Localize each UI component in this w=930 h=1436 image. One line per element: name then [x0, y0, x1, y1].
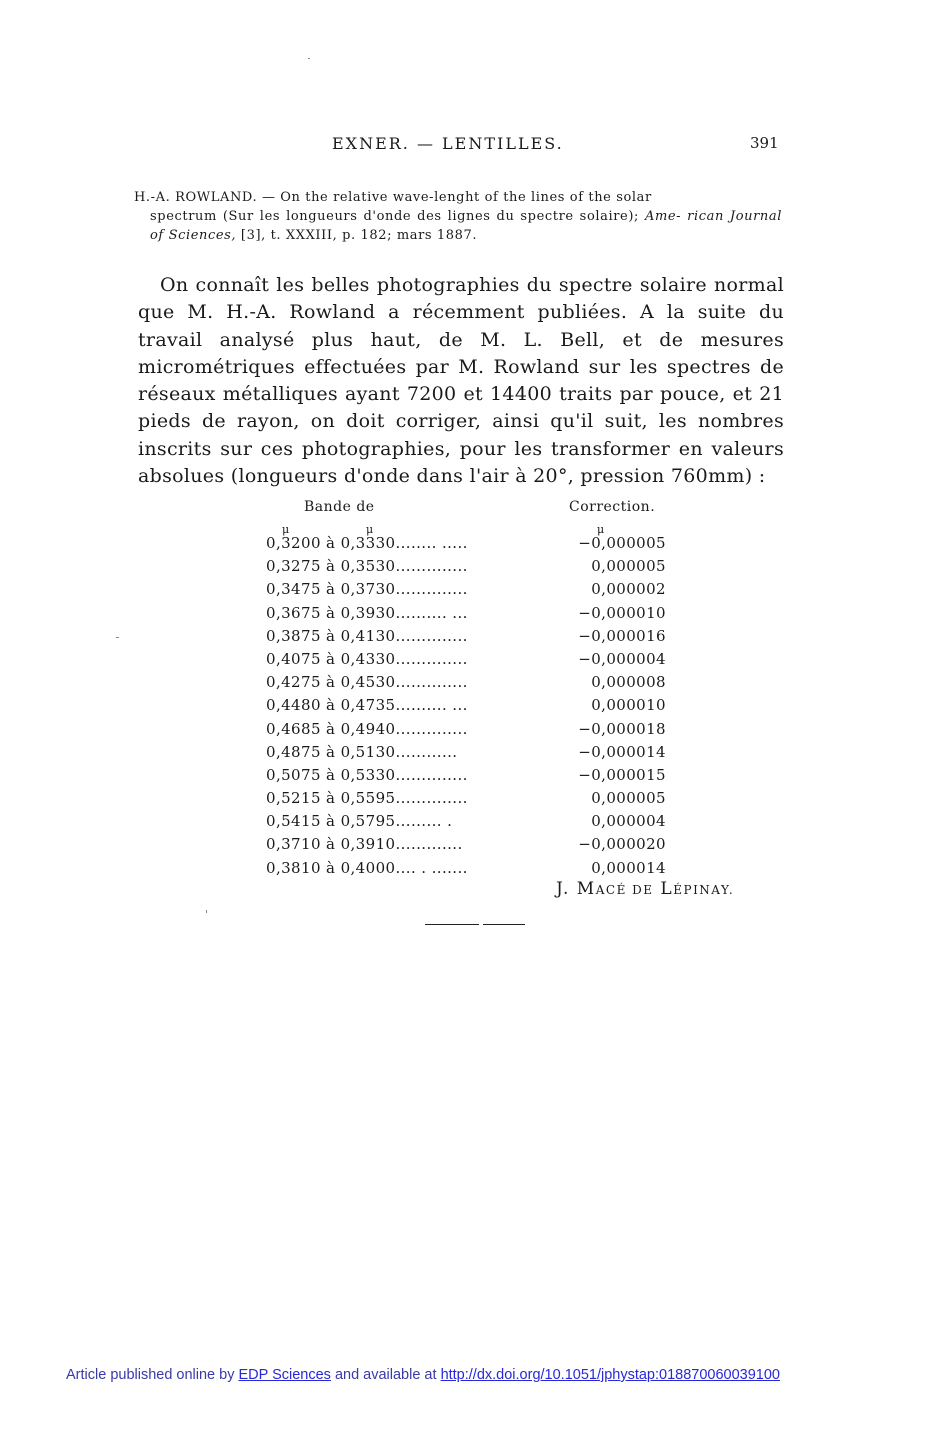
end-rule-short [483, 924, 525, 925]
body-paragraph: On connaît les belles photographies du spectre solaire normal que M. H.-A. Rowland a récemment publiées. A la suite du travail analysé plus haut, de M. L. Bell, et de mesures micrométriques effectuées par M. Rowland sur les spectres de réseaux métalliques ayant 7200 et 14400 traits par pouce, et 21 pieds de rayon, on doit corriger, ainsi qu'il suit, les nombres inscrits sur ces photographies, pour les transformer en valeurs absolues (longueurs d'onde dans l'air à 20°, pression 760mm) : [138, 274, 784, 488]
band-range: 0,5415 à 0,5795......... . [266, 812, 453, 831]
band-range: 0,3275 à 0,3530.............. [266, 557, 468, 576]
citation-title: — On the relative wave-lenght of the lines of the solar [257, 190, 652, 205]
signature-capital-l: L [653, 879, 674, 899]
table-row [266, 812, 666, 835]
citation-french-title: spectrum (Sur les longueurs d'onde des lignes du spectre solaire); [150, 209, 639, 224]
citation-continuation [134, 207, 782, 245]
table-row [266, 696, 666, 719]
signature-initial: J. M [556, 879, 596, 899]
author-signature [556, 879, 734, 899]
band-column-header: Bande de [304, 499, 375, 515]
doi-link[interactable]: http://dx.doi.org/10.1051/jphystap:018870060039100 [440, 1367, 780, 1383]
correction-value: 0,000014 [591, 858, 666, 877]
band-unit-from: μ [282, 523, 290, 536]
citation-author: H.-A. ROWLAND. [134, 190, 258, 205]
table-row [266, 673, 666, 696]
correction-value: −0,000014 [578, 742, 666, 761]
correction-value: −0,000004 [578, 649, 666, 668]
print-speck [308, 58, 310, 59]
band-range: 0,5215 à 0,5595.............. [266, 789, 468, 808]
table-row [266, 580, 666, 603]
correction-value: 0,000002 [591, 580, 666, 599]
correction-unit: μ [597, 523, 605, 536]
print-speck [116, 637, 119, 638]
table-row [266, 789, 666, 812]
table-row [266, 534, 666, 557]
citation-journal-b: rican Journal of Sciences, [150, 209, 782, 243]
correction-value: −0,000020 [578, 835, 666, 854]
signature-smallcaps-2: ÉPINAY. [673, 883, 735, 897]
citation-journal-a: Ame- [644, 209, 682, 224]
correction-value: −0,000018 [578, 719, 666, 738]
publisher-link[interactable]: EDP Sciences [238, 1367, 331, 1383]
page-header [0, 134, 930, 158]
band-range: 0,4075 à 0,4330.............. [266, 649, 468, 668]
band-range: 0,4480 à 0,4735.......... ... [266, 696, 468, 715]
end-rule-long [425, 924, 479, 925]
correction-value: 0,000008 [591, 673, 666, 692]
band-range: 0,4275 à 0,4530.............. [266, 673, 468, 692]
correction-value: −0,000010 [578, 603, 666, 622]
band-range: 0,3200 à 0,3330........ ..... [266, 534, 468, 552]
correction-value: 0,000005 [591, 557, 666, 576]
citation-volume: [3], t. XXXIII, p. 182; mars 1887. [236, 228, 478, 243]
correction-value: −0,000005 [578, 534, 666, 552]
correction-value: 0,000004 [591, 812, 666, 831]
footer-text: Article published online by [66, 1367, 239, 1383]
correction-column-header: Correction. [569, 499, 656, 515]
table-row [266, 835, 666, 858]
band-range: 0,3875 à 0,4130.............. [266, 626, 468, 645]
band-range: 0,5075 à 0,5330.............. [266, 765, 468, 784]
correction-value: −0,000015 [578, 765, 666, 784]
body-text [138, 272, 784, 490]
band-range: 0,3710 à 0,3910............. [266, 835, 463, 854]
band-range: 0,4685 à 0,4940.............. [266, 719, 468, 738]
band-unit-to: μ [366, 523, 374, 536]
print-speck [206, 910, 207, 913]
table-row [266, 650, 666, 673]
band-range: 0,3810 à 0,4000.... . ....... [266, 858, 468, 877]
table-row [266, 720, 666, 743]
correction-table [266, 534, 666, 882]
running-title: EXNER. — LENTILLES. [332, 134, 564, 153]
correction-value: −0,000016 [578, 626, 666, 645]
band-range: 0,3475 à 0,3730.............. [266, 580, 468, 599]
bibliographic-citation [134, 188, 782, 245]
correction-value: 0,000005 [591, 789, 666, 808]
table-row [266, 627, 666, 650]
correction-value: 0,000010 [591, 696, 666, 715]
band-range: 0,4875 à 0,5130............ [266, 742, 458, 761]
table-row [266, 743, 666, 766]
signature-smallcaps-1: ACÉ DE [595, 883, 654, 897]
band-range: 0,3675 à 0,3930.......... ... [266, 603, 468, 622]
table-row [266, 557, 666, 580]
page-number: 391 [750, 134, 779, 152]
footer [66, 1367, 780, 1383]
table-row [266, 766, 666, 789]
footer-text-middle: and available at [330, 1367, 441, 1383]
table-row [266, 604, 666, 627]
